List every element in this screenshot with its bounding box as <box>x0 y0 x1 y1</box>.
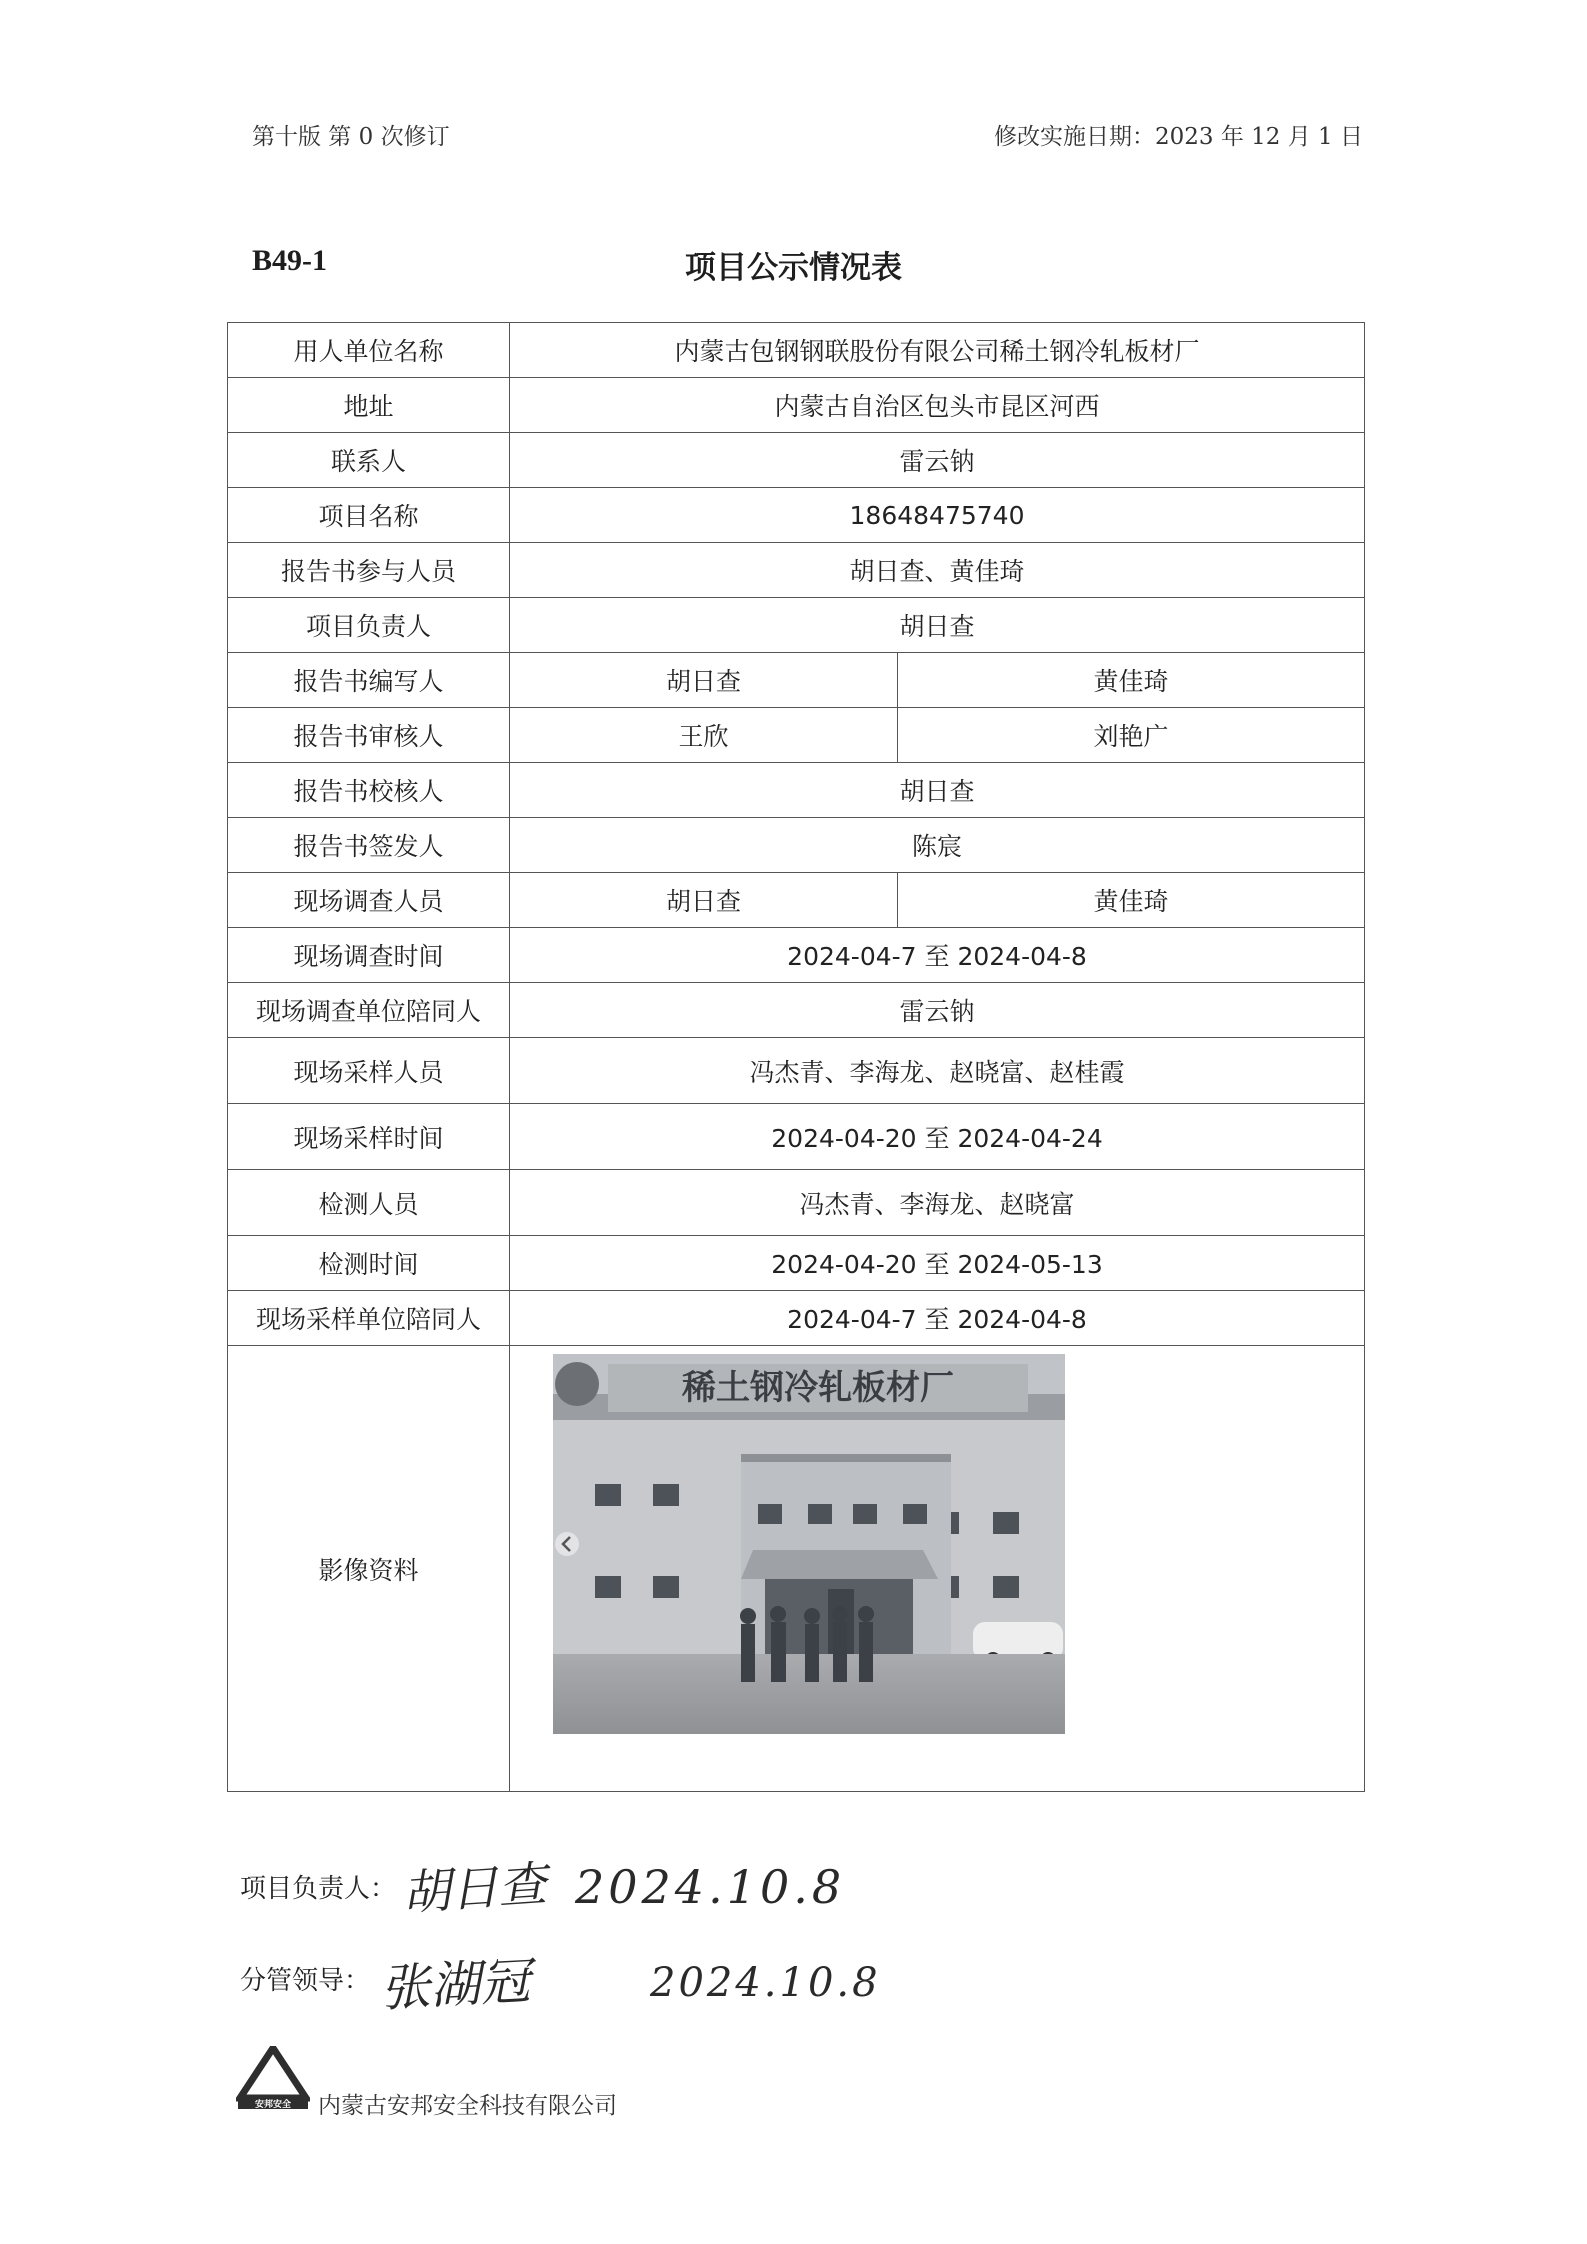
row-label: 现场采样单位陪同人 <box>228 1291 510 1346</box>
row-label: 报告书参与人员 <box>228 543 510 598</box>
table-row <box>228 433 1365 488</box>
row-value: 2024-04-7 至 2024-04-8 <box>510 1291 1365 1346</box>
row-label: 影像资料 <box>228 1346 510 1792</box>
row-label: 项目名称 <box>228 488 510 543</box>
form-code: B49-1 <box>252 244 327 277</box>
row-value-right: 黄佳琦 <box>898 873 1365 928</box>
building-sign: 稀土钢冷轧板材厂 <box>682 1368 954 1408</box>
site-photo <box>553 1354 1065 1734</box>
row-value: 冯杰青、李海龙、赵晓富、赵桂霞 <box>510 1038 1365 1104</box>
row-value: 内蒙古自治区包头市昆区河西 <box>510 378 1365 433</box>
row-label: 地址 <box>228 378 510 433</box>
table-row <box>228 873 1365 928</box>
project-lead-date: 2024.10.8 <box>575 1860 846 1914</box>
row-value: 18648475740 <box>510 488 1365 543</box>
manager-label: 分管领导： <box>240 1966 371 1996</box>
manager-signature: 张湖冠 <box>378 1952 532 2018</box>
table-row <box>228 323 1365 378</box>
row-value: 陈宸 <box>510 818 1365 873</box>
project-lead-signature: 胡日查 <box>400 1856 549 1922</box>
row-value: 雷云钠 <box>510 983 1365 1038</box>
row-label: 报告书校核人 <box>228 763 510 818</box>
row-label: 报告书签发人 <box>228 818 510 873</box>
row-value-left: 胡日查 <box>510 873 898 928</box>
row-label: 检测时间 <box>228 1236 510 1291</box>
table-row <box>228 1170 1365 1236</box>
row-value: 2024-04-20 至 2024-04-24 <box>510 1104 1365 1170</box>
row-value: 胡日查 <box>510 598 1365 653</box>
table-row <box>228 928 1365 983</box>
photo-cell <box>510 1346 1365 1792</box>
project-info-table <box>227 322 1365 1792</box>
row-value: 胡日查 <box>510 763 1365 818</box>
table-row <box>228 378 1365 433</box>
row-label: 现场调查人员 <box>228 873 510 928</box>
row-value-right: 黄佳琦 <box>898 653 1365 708</box>
row-value: 2024-04-20 至 2024-05-13 <box>510 1236 1365 1291</box>
row-value: 内蒙古包钢钢联股份有限公司稀土钢冷轧板材厂 <box>510 323 1365 378</box>
row-value-right: 刘艳广 <box>898 708 1365 763</box>
page-title: 项目公示情况表 <box>685 250 902 286</box>
table-row <box>228 488 1365 543</box>
table-row <box>228 1346 1365 1792</box>
row-label: 联系人 <box>228 433 510 488</box>
row-value-left: 王欣 <box>510 708 898 763</box>
row-value-left: 胡日查 <box>510 653 898 708</box>
row-label: 用人单位名称 <box>228 323 510 378</box>
row-value: 冯杰青、李海龙、赵晓富 <box>510 1170 1365 1236</box>
row-label: 现场调查时间 <box>228 928 510 983</box>
row-label: 现场调查单位陪同人 <box>228 983 510 1038</box>
row-value: 2024-04-7 至 2024-04-8 <box>510 928 1365 983</box>
row-label: 现场采样人员 <box>228 1038 510 1104</box>
table-row <box>228 543 1365 598</box>
table-row <box>228 1038 1365 1104</box>
row-label: 检测人员 <box>228 1170 510 1236</box>
manager-date: 2024.10.8 <box>650 1960 881 2006</box>
revision-date: 修改实施日期：2023 年 12 月 1 日 <box>994 124 1363 150</box>
table-row <box>228 708 1365 763</box>
table-row <box>228 1104 1365 1170</box>
table-row <box>228 818 1365 873</box>
row-label: 现场采样时间 <box>228 1104 510 1170</box>
project-lead-label: 项目负责人： <box>240 1874 397 1904</box>
row-label: 报告书编写人 <box>228 653 510 708</box>
row-label: 报告书审核人 <box>228 708 510 763</box>
row-value: 胡日查、黄佳琦 <box>510 543 1365 598</box>
table-row <box>228 1291 1365 1346</box>
edition-label: 第十版 第 0 次修订 <box>252 124 450 150</box>
company-logo-icon <box>236 2046 310 2110</box>
table-row <box>228 598 1365 653</box>
logo-text: 安邦安全 <box>254 2100 292 2110</box>
table-row <box>228 1236 1365 1291</box>
row-value: 雷云钠 <box>510 433 1365 488</box>
table-row <box>228 653 1365 708</box>
company-name: 内蒙古安邦安全科技有限公司 <box>318 2093 617 2119</box>
table-row <box>228 763 1365 818</box>
table-row <box>228 983 1365 1038</box>
row-label: 项目负责人 <box>228 598 510 653</box>
